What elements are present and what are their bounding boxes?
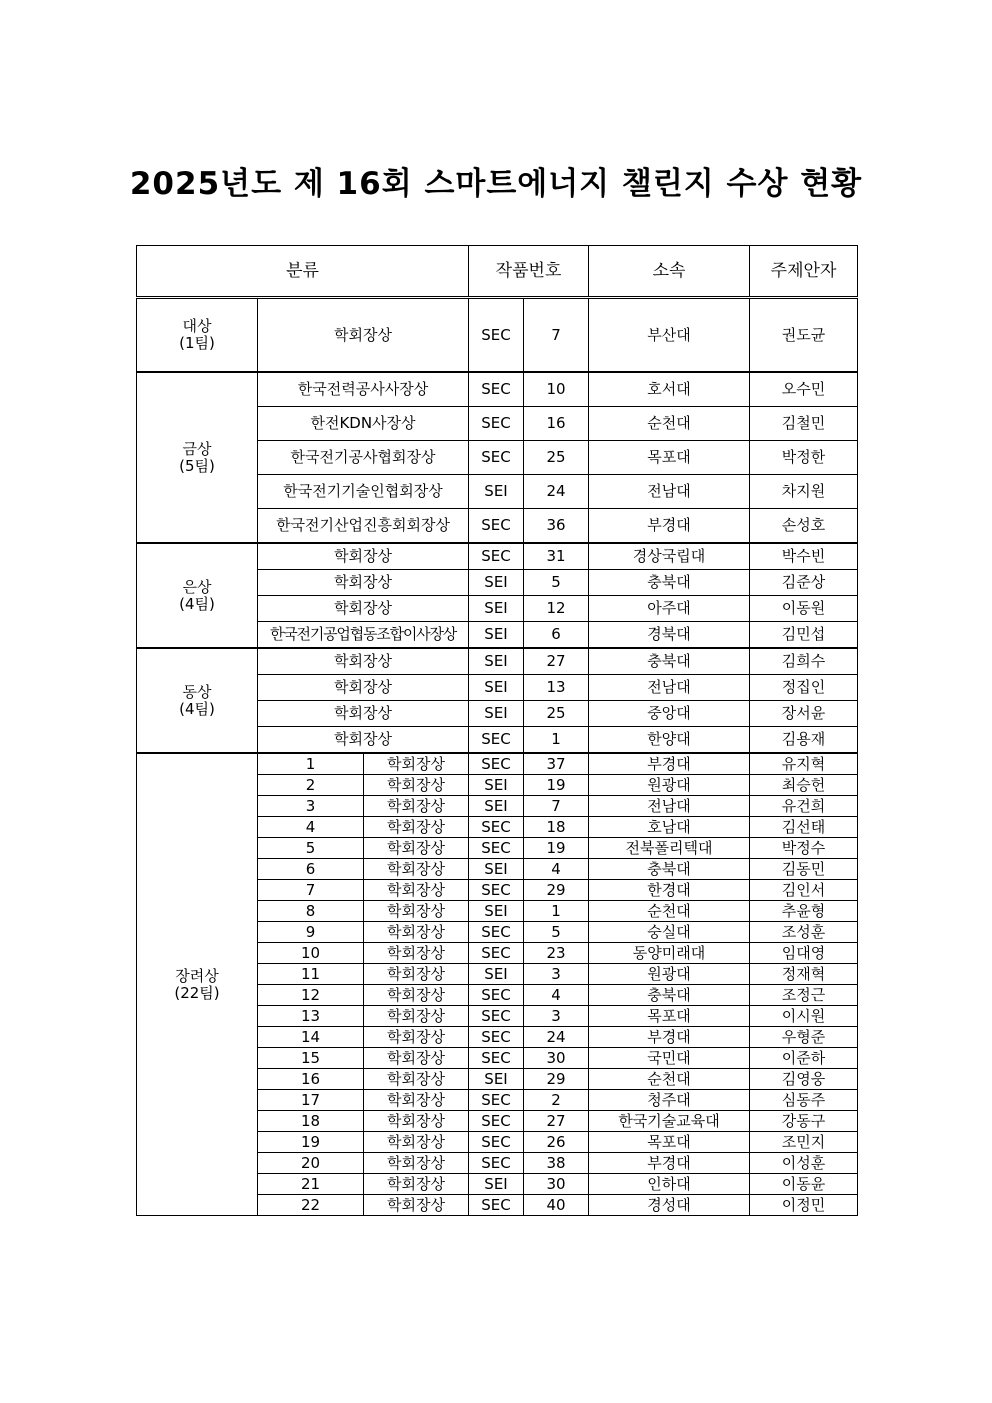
entry-code: SEI bbox=[469, 622, 524, 649]
row-index: 18 bbox=[258, 1111, 364, 1132]
presenter: 박수빈 bbox=[750, 543, 858, 570]
entry-number: 31 bbox=[524, 543, 589, 570]
category-name: 금상 bbox=[182, 439, 212, 458]
award-name: 학회장상 bbox=[364, 1195, 469, 1216]
affiliation: 목포대 bbox=[589, 441, 750, 475]
affiliation: 목포대 bbox=[589, 1132, 750, 1153]
presenter: 조성훈 bbox=[750, 922, 858, 943]
award-name: 학회장상 bbox=[364, 880, 469, 901]
entry-code: SEI bbox=[469, 964, 524, 985]
entry-number: 27 bbox=[524, 648, 589, 675]
table-row bbox=[137, 753, 858, 775]
affiliation: 한국기술교육대 bbox=[589, 1111, 750, 1132]
entry-number: 30 bbox=[524, 1174, 589, 1195]
entry-code: SEI bbox=[469, 475, 524, 509]
category-count: (5팀) bbox=[179, 456, 215, 475]
entry-number: 2 bbox=[524, 1090, 589, 1111]
category-name: 은상 bbox=[182, 577, 212, 596]
award-name: 학회장상 bbox=[364, 1069, 469, 1090]
award-name: 학회장상 bbox=[364, 796, 469, 817]
entry-code: SEI bbox=[469, 1069, 524, 1090]
award-name: 학회장상 bbox=[258, 543, 469, 570]
presenter: 심동주 bbox=[750, 1090, 858, 1111]
entry-number: 25 bbox=[524, 441, 589, 475]
affiliation: 충북대 bbox=[589, 859, 750, 880]
award-name: 학회장상 bbox=[364, 1006, 469, 1027]
entry-number: 23 bbox=[524, 943, 589, 964]
entry-number: 24 bbox=[524, 475, 589, 509]
row-index: 14 bbox=[258, 1027, 364, 1048]
presenter: 김민섭 bbox=[750, 622, 858, 649]
affiliation: 아주대 bbox=[589, 596, 750, 622]
affiliation: 원광대 bbox=[589, 964, 750, 985]
entry-code: SEI bbox=[469, 675, 524, 701]
entry-number: 19 bbox=[524, 775, 589, 796]
header-category: 분류 bbox=[137, 246, 469, 298]
award-name: 학회장상 bbox=[364, 1153, 469, 1174]
affiliation: 목포대 bbox=[589, 1006, 750, 1027]
presenter: 김동민 bbox=[750, 859, 858, 880]
affiliation: 전남대 bbox=[589, 796, 750, 817]
row-index: 7 bbox=[258, 880, 364, 901]
affiliation: 순천대 bbox=[589, 901, 750, 922]
presenter: 오수민 bbox=[750, 372, 858, 407]
affiliation: 부경대 bbox=[589, 1027, 750, 1048]
award-name: 한국전기공업협동조합이사장상 bbox=[258, 622, 469, 649]
entry-code: SEI bbox=[469, 596, 524, 622]
presenter: 김인서 bbox=[750, 880, 858, 901]
presenter: 손성호 bbox=[750, 509, 858, 544]
award-name: 학회장상 bbox=[258, 570, 469, 596]
entry-code: SEC bbox=[469, 753, 524, 775]
presenter: 김용재 bbox=[750, 727, 858, 754]
affiliation: 중앙대 bbox=[589, 701, 750, 727]
entry-code: SEC bbox=[469, 817, 524, 838]
award-name: 학회장상 bbox=[258, 727, 469, 754]
affiliation: 국민대 bbox=[589, 1048, 750, 1069]
entry-number: 25 bbox=[524, 701, 589, 727]
row-index: 22 bbox=[258, 1195, 364, 1216]
affiliation: 순천대 bbox=[589, 407, 750, 441]
award-name: 학회장상 bbox=[364, 943, 469, 964]
entry-number: 10 bbox=[524, 372, 589, 407]
presenter: 김철민 bbox=[750, 407, 858, 441]
header-entry-no: 작품번호 bbox=[469, 246, 589, 298]
affiliation: 부경대 bbox=[589, 1153, 750, 1174]
category-count: (4팀) bbox=[179, 594, 215, 613]
entry-number: 12 bbox=[524, 596, 589, 622]
entry-code: SEI bbox=[469, 648, 524, 675]
row-index: 12 bbox=[258, 985, 364, 1006]
row-index: 8 bbox=[258, 901, 364, 922]
presenter: 김영웅 bbox=[750, 1069, 858, 1090]
affiliation: 경성대 bbox=[589, 1195, 750, 1216]
presenter: 김희수 bbox=[750, 648, 858, 675]
entry-code: SEI bbox=[469, 570, 524, 596]
presenter: 최승헌 bbox=[750, 775, 858, 796]
gold-category-cell bbox=[137, 372, 258, 543]
presenter: 정집인 bbox=[750, 675, 858, 701]
award-name: 학회장상 bbox=[364, 964, 469, 985]
row-index: 1 bbox=[258, 753, 364, 775]
entry-code: SEC bbox=[469, 1195, 524, 1216]
row-index: 6 bbox=[258, 859, 364, 880]
entry-code: SEC bbox=[469, 441, 524, 475]
entry-code: SEC bbox=[469, 298, 524, 373]
entry-code: SEC bbox=[469, 1027, 524, 1048]
entry-number: 38 bbox=[524, 1153, 589, 1174]
presenter: 이동윤 bbox=[750, 1174, 858, 1195]
table-row bbox=[137, 543, 858, 570]
presenter: 유지혁 bbox=[750, 753, 858, 775]
award-name: 학회장상 bbox=[364, 817, 469, 838]
entry-number: 3 bbox=[524, 964, 589, 985]
row-index: 5 bbox=[258, 838, 364, 859]
affiliation: 충북대 bbox=[589, 985, 750, 1006]
entry-code: SEC bbox=[469, 922, 524, 943]
affiliation: 숭실대 bbox=[589, 922, 750, 943]
encouragement-category-cell bbox=[137, 753, 258, 1216]
entry-code: SEC bbox=[469, 985, 524, 1006]
award-table bbox=[136, 245, 858, 1216]
entry-number: 5 bbox=[524, 922, 589, 943]
entry-code: SEC bbox=[469, 372, 524, 407]
row-index: 11 bbox=[258, 964, 364, 985]
affiliation: 청주대 bbox=[589, 1090, 750, 1111]
table-row bbox=[137, 648, 858, 675]
affiliation: 호남대 bbox=[589, 817, 750, 838]
presenter: 김준상 bbox=[750, 570, 858, 596]
award-name: 한국전기기술인협회장상 bbox=[258, 475, 469, 509]
silver-category-cell bbox=[137, 543, 258, 648]
entry-number: 6 bbox=[524, 622, 589, 649]
affiliation: 인하대 bbox=[589, 1174, 750, 1195]
row-index: 20 bbox=[258, 1153, 364, 1174]
category-name: 장려상 bbox=[175, 966, 219, 985]
entry-code: SEI bbox=[469, 701, 524, 727]
entry-code: SEI bbox=[469, 859, 524, 880]
entry-code: SEI bbox=[469, 901, 524, 922]
row-index: 16 bbox=[258, 1069, 364, 1090]
entry-number: 29 bbox=[524, 880, 589, 901]
presenter: 우형준 bbox=[750, 1027, 858, 1048]
category-name: 대상 bbox=[182, 317, 212, 335]
entry-number: 4 bbox=[524, 859, 589, 880]
entry-code: SEC bbox=[469, 1132, 524, 1153]
category-count: (22팀) bbox=[174, 983, 220, 1002]
entry-number: 16 bbox=[524, 407, 589, 441]
entry-number: 13 bbox=[524, 675, 589, 701]
table-row bbox=[137, 298, 858, 373]
entry-number: 7 bbox=[524, 796, 589, 817]
entry-code: SEI bbox=[469, 1174, 524, 1195]
row-index: 3 bbox=[258, 796, 364, 817]
row-index: 19 bbox=[258, 1132, 364, 1153]
presenter: 조정근 bbox=[750, 985, 858, 1006]
entry-code: SEC bbox=[469, 1111, 524, 1132]
award-name: 학회장상 bbox=[364, 1027, 469, 1048]
presenter: 박정한 bbox=[750, 441, 858, 475]
row-index: 17 bbox=[258, 1090, 364, 1111]
entry-code: SEI bbox=[469, 775, 524, 796]
presenter: 정재혁 bbox=[750, 964, 858, 985]
award-name: 학회장상 bbox=[364, 838, 469, 859]
row-index: 4 bbox=[258, 817, 364, 838]
award-name: 한국전력공사사장상 bbox=[258, 372, 469, 407]
award-name: 학회장상 bbox=[258, 596, 469, 622]
row-index: 9 bbox=[258, 922, 364, 943]
presenter: 김선태 bbox=[750, 817, 858, 838]
entry-number: 7 bbox=[524, 298, 589, 373]
award-name: 학회장상 bbox=[364, 753, 469, 775]
entry-number: 24 bbox=[524, 1027, 589, 1048]
presenter: 유건희 bbox=[750, 796, 858, 817]
bronze-category-cell bbox=[137, 648, 258, 753]
entry-code: SEC bbox=[469, 727, 524, 754]
presenter: 조민지 bbox=[750, 1132, 858, 1153]
affiliation: 동양미래대 bbox=[589, 943, 750, 964]
award-name: 학회장상 bbox=[258, 298, 469, 373]
presenter: 이동원 bbox=[750, 596, 858, 622]
entry-number: 1 bbox=[524, 901, 589, 922]
affiliation: 전남대 bbox=[589, 475, 750, 509]
presenter: 이정민 bbox=[750, 1195, 858, 1216]
category-count: (1팀) bbox=[179, 334, 215, 352]
presenter: 권도균 bbox=[750, 298, 858, 373]
affiliation: 부경대 bbox=[589, 753, 750, 775]
award-name: 학회장상 bbox=[258, 648, 469, 675]
entry-number: 1 bbox=[524, 727, 589, 754]
entry-code: SEC bbox=[469, 543, 524, 570]
entry-number: 37 bbox=[524, 753, 589, 775]
affiliation: 순천대 bbox=[589, 1069, 750, 1090]
entry-number: 30 bbox=[524, 1048, 589, 1069]
award-name: 학회장상 bbox=[364, 1132, 469, 1153]
award-name: 한전KDN사장상 bbox=[258, 407, 469, 441]
affiliation: 전북폴리텍대 bbox=[589, 838, 750, 859]
row-index: 15 bbox=[258, 1048, 364, 1069]
presenter: 장서윤 bbox=[750, 701, 858, 727]
affiliation: 한경대 bbox=[589, 880, 750, 901]
affiliation: 경상국립대 bbox=[589, 543, 750, 570]
entry-code: SEC bbox=[469, 880, 524, 901]
entry-number: 5 bbox=[524, 570, 589, 596]
header-presenter: 주제안자 bbox=[750, 246, 858, 298]
header-row bbox=[137, 246, 858, 298]
entry-number: 36 bbox=[524, 509, 589, 544]
entry-code: SEI bbox=[469, 796, 524, 817]
affiliation: 경북대 bbox=[589, 622, 750, 649]
row-index: 21 bbox=[258, 1174, 364, 1195]
entry-number: 26 bbox=[524, 1132, 589, 1153]
affiliation: 부경대 bbox=[589, 509, 750, 544]
award-name: 학회장상 bbox=[364, 1111, 469, 1132]
entry-code: SEC bbox=[469, 1153, 524, 1174]
affiliation: 호서대 bbox=[589, 372, 750, 407]
entry-code: SEC bbox=[469, 1090, 524, 1111]
award-name: 학회장상 bbox=[258, 701, 469, 727]
grand-category-cell bbox=[137, 298, 258, 373]
affiliation: 충북대 bbox=[589, 648, 750, 675]
award-name: 학회장상 bbox=[364, 922, 469, 943]
header-affiliation: 소속 bbox=[589, 246, 750, 298]
award-name: 학회장상 bbox=[364, 775, 469, 796]
entry-number: 40 bbox=[524, 1195, 589, 1216]
presenter: 이성훈 bbox=[750, 1153, 858, 1174]
presenter: 강동구 bbox=[750, 1111, 858, 1132]
table-row bbox=[137, 372, 858, 407]
award-name: 학회장상 bbox=[258, 675, 469, 701]
award-name: 학회장상 bbox=[364, 985, 469, 1006]
presenter: 추윤형 bbox=[750, 901, 858, 922]
entry-code: SEC bbox=[469, 407, 524, 441]
award-name: 학회장상 bbox=[364, 901, 469, 922]
affiliation: 전남대 bbox=[589, 675, 750, 701]
affiliation: 한양대 bbox=[589, 727, 750, 754]
entry-code: SEC bbox=[469, 1048, 524, 1069]
category-count: (4팀) bbox=[179, 699, 215, 718]
presenter: 임대영 bbox=[750, 943, 858, 964]
row-index: 13 bbox=[258, 1006, 364, 1027]
affiliation: 부산대 bbox=[589, 298, 750, 373]
entry-number: 29 bbox=[524, 1069, 589, 1090]
affiliation: 원광대 bbox=[589, 775, 750, 796]
award-name: 학회장상 bbox=[364, 1048, 469, 1069]
affiliation: 충북대 bbox=[589, 570, 750, 596]
presenter: 차지원 bbox=[750, 475, 858, 509]
entry-number: 4 bbox=[524, 985, 589, 1006]
award-name: 한국전기공사협회장상 bbox=[258, 441, 469, 475]
entry-number: 18 bbox=[524, 817, 589, 838]
entry-code: SEC bbox=[469, 943, 524, 964]
presenter: 이시원 bbox=[750, 1006, 858, 1027]
presenter: 이준하 bbox=[750, 1048, 858, 1069]
presenter: 박정수 bbox=[750, 838, 858, 859]
award-name: 한국전기산업진흥회회장상 bbox=[258, 509, 469, 544]
award-name: 학회장상 bbox=[364, 1090, 469, 1111]
award-name: 학회장상 bbox=[364, 1174, 469, 1195]
entry-code: SEC bbox=[469, 838, 524, 859]
category-name: 동상 bbox=[182, 682, 212, 701]
row-index: 2 bbox=[258, 775, 364, 796]
row-index: 10 bbox=[258, 943, 364, 964]
entry-number: 27 bbox=[524, 1111, 589, 1132]
entry-number: 19 bbox=[524, 838, 589, 859]
entry-number: 3 bbox=[524, 1006, 589, 1027]
page-title: 2025년도 제 16회 스마트에너지 챌린지 수상 현황 bbox=[129, 166, 863, 202]
entry-code: SEC bbox=[469, 509, 524, 544]
entry-code: SEC bbox=[469, 1006, 524, 1027]
award-name: 학회장상 bbox=[364, 859, 469, 880]
